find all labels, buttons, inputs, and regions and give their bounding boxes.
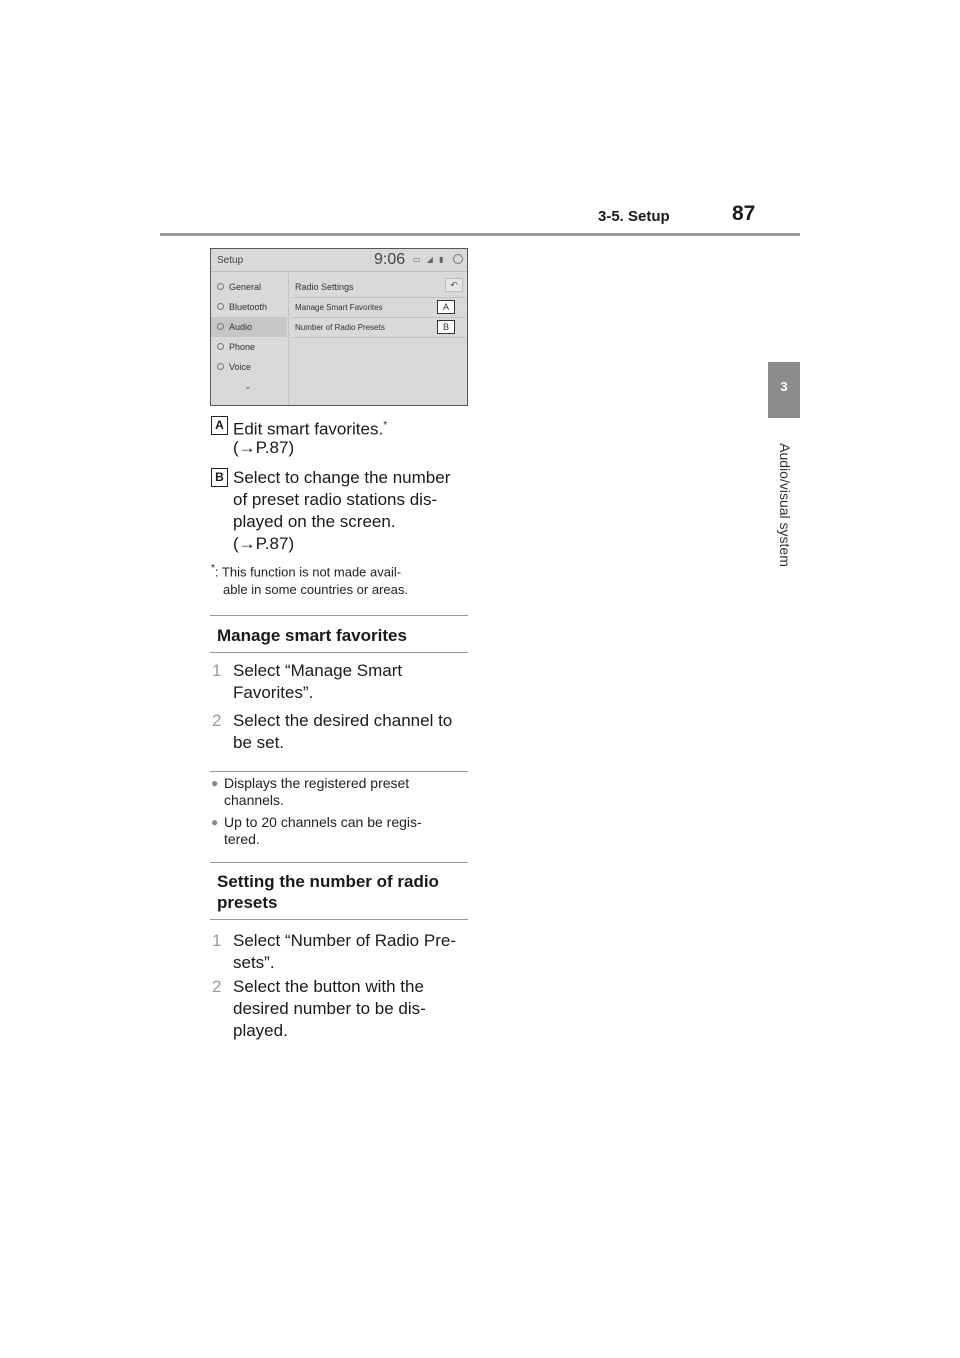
step-text: played. xyxy=(233,1021,288,1040)
screen-sidebar xyxy=(211,273,287,405)
callout-a: A xyxy=(437,300,455,314)
status-icons: ▭ ◢ ▮ xyxy=(413,255,446,264)
screen-column-divider xyxy=(288,273,289,405)
bluetooth-icon xyxy=(217,303,224,310)
note-text: tered. xyxy=(224,831,260,847)
section-rule-top xyxy=(210,615,468,616)
bullet-icon: ● xyxy=(211,776,219,790)
screen-clock: 9:06 xyxy=(374,251,406,268)
footnote-text: : This function is not made avail- xyxy=(214,564,402,580)
item-b-line1: Select to change the number xyxy=(233,468,451,487)
item-tag-a: A xyxy=(211,416,228,435)
step-number: 1 xyxy=(212,931,222,950)
sidebar-item-label: Voice xyxy=(229,362,252,372)
item-b-line2: of preset radio stations dis- xyxy=(233,490,438,509)
notes-divider xyxy=(210,771,468,772)
page-number: 87 xyxy=(732,202,756,225)
note-text: Displays the registered preset xyxy=(224,775,410,791)
sidebar-item-label: General xyxy=(229,282,262,292)
chevron-down-icon[interactable]: ⌄ xyxy=(244,381,252,391)
step-text: Favorites”. xyxy=(233,683,314,702)
item-a-text: Edit smart favorites. xyxy=(233,419,384,439)
sidebar-item-label: Phone xyxy=(229,342,256,352)
section-heading-radio-presets-line1: Setting the number of radio xyxy=(217,872,439,891)
chapter-tab-label: Audio/visual system xyxy=(777,443,793,567)
row-label: Manage Smart Favorites xyxy=(295,303,383,312)
screen-main-title: Radio Settings xyxy=(295,282,354,292)
step-text: Select “Manage Smart xyxy=(233,661,403,680)
callout-b: B xyxy=(437,320,455,334)
step-number: 2 xyxy=(212,977,222,996)
sidebar-item-phone[interactable] xyxy=(211,337,287,357)
footnote-mark: * xyxy=(211,563,215,574)
chapter-tab-number: 3 xyxy=(768,362,800,418)
step-text: sets”. xyxy=(233,953,275,972)
sidebar-item-voice[interactable] xyxy=(211,357,287,377)
voice-icon xyxy=(217,363,224,370)
sidebar-item-bluetooth[interactable] xyxy=(211,297,287,317)
header-divider xyxy=(160,233,800,236)
back-arrow-icon[interactable]: ↶ xyxy=(445,278,463,292)
item-tag-b: B xyxy=(211,468,228,487)
section-heading-manage-smart-favorites: Manage smart favorites xyxy=(217,626,407,645)
section-rule-top xyxy=(210,862,468,863)
bluetooth-status-icon xyxy=(453,254,463,264)
item-b-line3: played on the screen. xyxy=(233,512,396,531)
gear-icon xyxy=(217,283,224,290)
section-title: 3-5. Setup xyxy=(598,208,670,225)
sidebar-item-label: Audio xyxy=(229,322,253,332)
section-heading-radio-presets-line2: presets xyxy=(217,893,278,912)
sidebar-item-label: Bluetooth xyxy=(229,302,268,312)
bullet-icon: ● xyxy=(211,815,219,829)
chapter-tab xyxy=(740,420,830,590)
section-rule-bottom xyxy=(210,652,468,653)
step-text: Select “Number of Radio Pre- xyxy=(233,931,456,950)
screen-top-divider xyxy=(211,271,468,272)
sidebar-item-audio[interactable] xyxy=(211,317,287,337)
footnote-marker: * xyxy=(383,420,388,431)
phone-icon xyxy=(217,343,224,350)
sidebar-item-general[interactable] xyxy=(211,277,287,297)
step-text: Select the desired channel to xyxy=(233,711,453,730)
screen-title: Setup xyxy=(217,255,244,266)
step-text: be set. xyxy=(233,733,285,752)
music-note-icon xyxy=(217,323,224,330)
step-number: 2 xyxy=(212,711,222,730)
footnote-line2: able in some countries or areas. xyxy=(223,582,408,597)
step-number: 1 xyxy=(212,661,222,680)
footnote-line1 xyxy=(211,560,401,580)
row-label: Number of Radio Presets xyxy=(295,323,385,332)
step-text: desired number to be dis- xyxy=(233,999,426,1018)
item-a-reference[interactable]: (→P.87) xyxy=(233,438,295,457)
note-text: channels. xyxy=(224,792,284,808)
note-text: Up to 20 channels can be regis- xyxy=(224,814,422,830)
setup-screen-illustration xyxy=(210,248,468,406)
item-b-reference[interactable]: (→P.87) xyxy=(233,534,295,553)
step-text: Select the button with the xyxy=(233,977,424,996)
section-rule-bottom xyxy=(210,919,468,920)
